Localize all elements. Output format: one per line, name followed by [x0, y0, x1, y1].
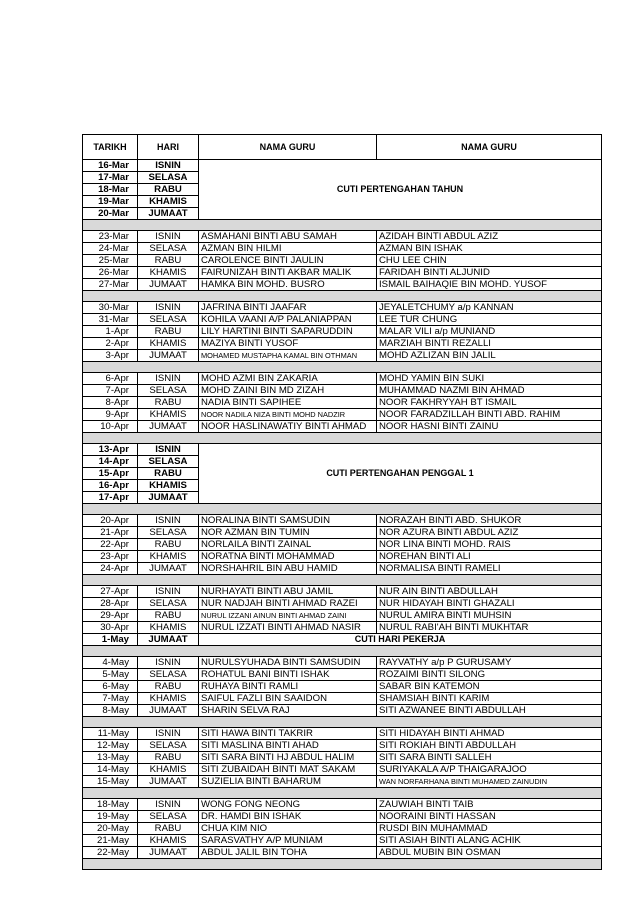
- date-cell: 16-Mar: [83, 160, 138, 172]
- separator-cell: [83, 291, 602, 302]
- teacher-name-2: AZIDAH BINTI ABDUL AZIZ: [377, 231, 602, 243]
- table-row: [83, 421, 602, 433]
- table-row: [83, 610, 602, 622]
- separator-cell: [83, 859, 602, 870]
- week-separator: [83, 646, 602, 657]
- teacher-name-2: MARZIAH BINTI REZALLI: [377, 338, 602, 350]
- teacher-name-1: NOR AZMAN BIN TUMIN: [199, 527, 377, 539]
- date-cell: 6-May: [83, 681, 138, 693]
- teacher-name-2: NURUL AMIRA BINTI MUHSIN: [377, 610, 602, 622]
- week-separator: [83, 504, 602, 515]
- teacher-name-2: MOHD YAMIN BIN SUKI: [377, 373, 602, 385]
- day-cell: RABU: [138, 539, 199, 551]
- teacher-name-2: RAYVATHY a/p P GURUSAMY: [377, 657, 602, 669]
- teacher-name-1: NURUL IZZATI BINTI AHMAD NASIR: [199, 622, 377, 634]
- teacher-name-1: DR. HAMDI BIN ISHAK: [199, 811, 377, 823]
- date-cell: 20-Mar: [83, 208, 138, 220]
- teacher-name-2: NUR AIN BINTI ABDULLAH: [377, 586, 602, 598]
- table-row: [83, 373, 602, 385]
- teacher-name-2: SITI HIDAYAH BINTI AHMAD: [377, 728, 602, 740]
- table-row: [83, 799, 602, 811]
- teacher-name-1: NADIA BINTI SAPIHEE: [199, 397, 377, 409]
- table-row: [83, 160, 602, 172]
- teacher-name-2: SITI ROKIAH BINTI ABDULLAH: [377, 740, 602, 752]
- week-separator: [83, 362, 602, 373]
- teacher-name-2: ZAUWIAH BINTI TAIB: [377, 799, 602, 811]
- date-cell: 23-Mar: [83, 231, 138, 243]
- table-row: [83, 598, 602, 610]
- date-cell: 16-Apr: [83, 480, 138, 492]
- table-row: [83, 811, 602, 823]
- table-row: [83, 740, 602, 752]
- separator-cell: [83, 717, 602, 728]
- day-cell: SELASA: [138, 456, 199, 468]
- week-separator: [83, 717, 602, 728]
- day-cell: RABU: [138, 468, 199, 480]
- teacher-name-1: HAMKA BIN MOHD. BUSRO: [199, 279, 377, 291]
- table-row: [83, 444, 602, 456]
- date-cell: 27-Mar: [83, 279, 138, 291]
- separator-cell: [83, 504, 602, 515]
- table-row: [83, 728, 602, 740]
- date-cell: 2-Apr: [83, 338, 138, 350]
- table-row: [83, 669, 602, 681]
- teacher-name-2: WAN NORFARHANA BINTI MUHAMED ZAINUDIN: [377, 776, 602, 788]
- day-cell: KHAMIS: [138, 409, 199, 421]
- day-cell: KHAMIS: [138, 764, 199, 776]
- table-row: [83, 338, 602, 350]
- separator-cell: [83, 575, 602, 586]
- teacher-name-1: CHUA KIM NIO: [199, 823, 377, 835]
- day-cell: ISNIN: [138, 373, 199, 385]
- teacher-name-1: AZMAN BIN HILMI: [199, 243, 377, 255]
- day-cell: KHAMIS: [138, 480, 199, 492]
- teacher-name-1: SITI HAWA BINTI TAKRIR: [199, 728, 377, 740]
- date-cell: 20-Apr: [83, 515, 138, 527]
- date-cell: 14-Apr: [83, 456, 138, 468]
- table-row: [83, 847, 602, 859]
- teacher-name-2: NOOR FARADZILLAH BINTI ABD. RAHIM: [377, 409, 602, 421]
- teacher-name-1: NOOR HASLINAWATIY BINTI AHMAD: [199, 421, 377, 433]
- date-cell: 21-Apr: [83, 527, 138, 539]
- table-row: [83, 551, 602, 563]
- teacher-name-2: NORAZAH BINTI ABD. SHUKOR: [377, 515, 602, 527]
- day-cell: KHAMIS: [138, 835, 199, 847]
- teacher-name-1: CAROLENCE BINTI JAULIN: [199, 255, 377, 267]
- table-row: [83, 231, 602, 243]
- table-row: [83, 823, 602, 835]
- day-cell: JUMAAT: [138, 208, 199, 220]
- table-row: [83, 515, 602, 527]
- date-cell: 24-Apr: [83, 563, 138, 575]
- table-row: [83, 657, 602, 669]
- day-cell: RABU: [138, 681, 199, 693]
- teacher-name-1: ASMAHANI BINTI ABU SAMAH: [199, 231, 377, 243]
- day-cell: KHAMIS: [138, 267, 199, 279]
- day-cell: RABU: [138, 823, 199, 835]
- date-cell: 11-May: [83, 728, 138, 740]
- header-tarikh: TARIKH: [83, 135, 138, 160]
- date-cell: 1-Apr: [83, 326, 138, 338]
- date-cell: 8-May: [83, 705, 138, 717]
- week-separator: [83, 788, 602, 799]
- date-cell: 20-May: [83, 823, 138, 835]
- table-row: [83, 705, 602, 717]
- table-row: [83, 681, 602, 693]
- day-cell: KHAMIS: [138, 551, 199, 563]
- day-cell: RABU: [138, 397, 199, 409]
- teacher-name-1: SAIFUL FAZLI BIN SAAIDON: [199, 693, 377, 705]
- date-cell: 15-May: [83, 776, 138, 788]
- date-cell: 9-Apr: [83, 409, 138, 421]
- day-cell: SELASA: [138, 172, 199, 184]
- day-cell: SELASA: [138, 598, 199, 610]
- teacher-name-2: JEYALETCHUMY a/p KANNAN: [377, 302, 602, 314]
- date-cell: 27-Apr: [83, 586, 138, 598]
- table-row: [83, 527, 602, 539]
- table-row: [83, 409, 602, 421]
- teacher-name-1: SARASVATHY A/P MUNIAM: [199, 835, 377, 847]
- teacher-name-2: SITI AZWANEE BINTI ABDULLAH: [377, 705, 602, 717]
- date-cell: 19-May: [83, 811, 138, 823]
- teacher-name-1: MAZIYA BINTI YUSOF: [199, 338, 377, 350]
- date-cell: 14-May: [83, 764, 138, 776]
- table-row: [83, 634, 602, 646]
- day-cell: JUMAAT: [138, 563, 199, 575]
- date-cell: 15-Apr: [83, 468, 138, 480]
- day-cell: SELASA: [138, 527, 199, 539]
- date-cell: 7-Apr: [83, 385, 138, 397]
- teacher-name-1: MOHAMED MUSTAPHA KAMAL BIN OTHMAN: [199, 350, 377, 362]
- teacher-name-1: ABDUL JALIL BIN TOHA: [199, 847, 377, 859]
- date-cell: 17-Mar: [83, 172, 138, 184]
- teacher-name-2: NOREHAN BINTI ALI: [377, 551, 602, 563]
- date-cell: 22-May: [83, 847, 138, 859]
- day-cell: KHAMIS: [138, 338, 199, 350]
- day-cell: JUMAAT: [138, 634, 199, 646]
- teacher-name-1: WONG FONG NEONG: [199, 799, 377, 811]
- table-row: [83, 302, 602, 314]
- day-cell: ISNIN: [138, 586, 199, 598]
- teacher-name-2: NURUL RABI'AH BINTI MUKHTAR: [377, 622, 602, 634]
- separator-cell: [83, 788, 602, 799]
- teacher-name-1: NORLAILA BINTI ZAINAL: [199, 539, 377, 551]
- table-row: [83, 267, 602, 279]
- teacher-name-2: CHU LEE CHIN: [377, 255, 602, 267]
- day-cell: RABU: [138, 255, 199, 267]
- day-cell: SELASA: [138, 314, 199, 326]
- teacher-name-1: SITI SARA BINTI HJ ABDUL HALIM: [199, 752, 377, 764]
- week-separator: [83, 291, 602, 302]
- day-cell: RABU: [138, 326, 199, 338]
- teacher-name-1: NURULSYUHADA BINTI SAMSUDIN: [199, 657, 377, 669]
- week-separator: [83, 575, 602, 586]
- day-cell: RABU: [138, 752, 199, 764]
- date-cell: 25-Mar: [83, 255, 138, 267]
- teacher-name-2: LEE TUR CHUNG: [377, 314, 602, 326]
- teacher-name-2: SITI ASIAH BINTI ALANG ACHIK: [377, 835, 602, 847]
- roster-body: [83, 135, 602, 870]
- teacher-name-2: ROZAIMI BINTI SILONG: [377, 669, 602, 681]
- day-cell: KHAMIS: [138, 622, 199, 634]
- date-cell: 30-Apr: [83, 622, 138, 634]
- date-cell: 1-May: [83, 634, 138, 646]
- teacher-name-2: NOR LINA BINTI MOHD. RAIS: [377, 539, 602, 551]
- holiday-label: CUTI PERTENGAHAN PENGGAL 1: [199, 444, 602, 504]
- header-hari: HARI: [138, 135, 199, 160]
- date-cell: 21-May: [83, 835, 138, 847]
- teacher-name-1: MOHD ZAINI BIN MD ZIZAH: [199, 385, 377, 397]
- day-cell: ISNIN: [138, 302, 199, 314]
- teacher-name-2: FARIDAH BINTI ALJUNID: [377, 267, 602, 279]
- day-cell: ISNIN: [138, 515, 199, 527]
- separator-cell: [83, 220, 602, 231]
- date-cell: 10-Apr: [83, 421, 138, 433]
- separator-cell: [83, 646, 602, 657]
- date-cell: 23-Apr: [83, 551, 138, 563]
- day-cell: JUMAAT: [138, 421, 199, 433]
- teacher-name-1: NORALINA BINTI SAMSUDIN: [199, 515, 377, 527]
- day-cell: SELASA: [138, 669, 199, 681]
- table-row: [83, 350, 602, 362]
- teacher-name-2: NOOR HASNI BINTI ZAINU: [377, 421, 602, 433]
- separator-cell: [83, 433, 602, 444]
- day-cell: ISNIN: [138, 444, 199, 456]
- table-row: [83, 776, 602, 788]
- holiday-label: CUTI HARI PEKERJA: [199, 634, 602, 646]
- table-row: [83, 693, 602, 705]
- table-row: [83, 314, 602, 326]
- teacher-name-2: MUHAMMAD NAZMI BIN AHMAD: [377, 385, 602, 397]
- teacher-name-1: SITI MASLINA BINTI AHAD: [199, 740, 377, 752]
- date-cell: 5-May: [83, 669, 138, 681]
- date-cell: 4-May: [83, 657, 138, 669]
- day-cell: SELASA: [138, 811, 199, 823]
- table-row: [83, 835, 602, 847]
- date-cell: 12-May: [83, 740, 138, 752]
- teacher-name-1: RUHAYA BINTI RAMLI: [199, 681, 377, 693]
- teacher-name-1: MOHD AZMI BIN ZAKARIA: [199, 373, 377, 385]
- teacher-name-1: NOOR NADILA NIZA BINTI MOHD NADZIR: [199, 409, 377, 421]
- table-row: [83, 326, 602, 338]
- teacher-name-2: SITI SARA BINTI SALLEH: [377, 752, 602, 764]
- day-cell: RABU: [138, 184, 199, 196]
- separator-cell: [83, 362, 602, 373]
- duty-roster-table: [82, 134, 602, 870]
- date-cell: 19-Mar: [83, 196, 138, 208]
- day-cell: ISNIN: [138, 728, 199, 740]
- header-row: [83, 135, 602, 160]
- table-row: [83, 279, 602, 291]
- teacher-name-2: MOHD AZLIZAN BIN JALIL: [377, 350, 602, 362]
- header-nama-guru-2: NAMA GURU: [377, 135, 602, 160]
- table-row: [83, 622, 602, 634]
- teacher-name-2: NORMALISA BINTI RAMELI: [377, 563, 602, 575]
- teacher-name-2: NUR HIDAYAH BINTI GHAZALI: [377, 598, 602, 610]
- teacher-name-1: ROHATUL BANI BINTI ISHAK: [199, 669, 377, 681]
- day-cell: ISNIN: [138, 231, 199, 243]
- teacher-name-2: AZMAN BIN ISHAK: [377, 243, 602, 255]
- week-separator: [83, 220, 602, 231]
- day-cell: SELASA: [138, 385, 199, 397]
- teacher-name-2: ISMAIL BAIHAQIE BIN MOHD. YUSOF: [377, 279, 602, 291]
- table-row: [83, 385, 602, 397]
- teacher-name-1: NORATNA BINTI MOHAMMAD: [199, 551, 377, 563]
- teacher-name-1: NURUL IZZANI AINUN BINTI AHMAD ZAINI: [199, 610, 377, 622]
- date-cell: 17-Apr: [83, 492, 138, 504]
- date-cell: 13-May: [83, 752, 138, 764]
- date-cell: 13-Apr: [83, 444, 138, 456]
- teacher-name-2: ABDUL MUBIN BIN OSMAN: [377, 847, 602, 859]
- teacher-name-1: SUZIELIA BINTI BAHARUM: [199, 776, 377, 788]
- date-cell: 18-Mar: [83, 184, 138, 196]
- week-separator: [83, 859, 602, 870]
- date-cell: 3-Apr: [83, 350, 138, 362]
- day-cell: ISNIN: [138, 799, 199, 811]
- table-row: [83, 243, 602, 255]
- teacher-name-1: NUR NADJAH BINTI AHMAD RAZEI: [199, 598, 377, 610]
- table-row: [83, 397, 602, 409]
- teacher-name-1: NURHAYATI BINTI ABU JAMIL: [199, 586, 377, 598]
- day-cell: JUMAAT: [138, 705, 199, 717]
- date-cell: 24-Mar: [83, 243, 138, 255]
- date-cell: 30-Mar: [83, 302, 138, 314]
- day-cell: JUMAAT: [138, 279, 199, 291]
- teacher-name-1: LILY HARTINI BINTI SAPARUDDIN: [199, 326, 377, 338]
- date-cell: 18-May: [83, 799, 138, 811]
- day-cell: SELASA: [138, 740, 199, 752]
- teacher-name-2: NOR AZURA BINTI ABDUL AZIZ: [377, 527, 602, 539]
- teacher-name-2: RUSDI BIN MUHAMMAD: [377, 823, 602, 835]
- table-row: [83, 255, 602, 267]
- day-cell: JUMAAT: [138, 492, 199, 504]
- table-row: [83, 563, 602, 575]
- day-cell: RABU: [138, 610, 199, 622]
- teacher-name-1: KOHILA VAANI A/P PALANIAPPAN: [199, 314, 377, 326]
- date-cell: 7-May: [83, 693, 138, 705]
- day-cell: SELASA: [138, 243, 199, 255]
- date-cell: 6-Apr: [83, 373, 138, 385]
- teacher-name-2: MALAR VILI a/p MUNIAND: [377, 326, 602, 338]
- teacher-name-2: SHAMSIAH BINTI KARIM: [377, 693, 602, 705]
- date-cell: 28-Apr: [83, 598, 138, 610]
- teacher-name-1: JAFRINA BINTI JAAFAR: [199, 302, 377, 314]
- day-cell: JUMAAT: [138, 350, 199, 362]
- date-cell: 26-Mar: [83, 267, 138, 279]
- day-cell: JUMAAT: [138, 847, 199, 859]
- day-cell: ISNIN: [138, 657, 199, 669]
- teacher-name-1: FAIRUNIZAH BINTI AKBAR MALIK: [199, 267, 377, 279]
- day-cell: ISNIN: [138, 160, 199, 172]
- week-separator: [83, 433, 602, 444]
- teacher-name-2: NOOR FAKHRYYAH BT ISMAIL: [377, 397, 602, 409]
- teacher-name-2: SURIYAKALA A/P THAIGARAJOO: [377, 764, 602, 776]
- day-cell: JUMAAT: [138, 776, 199, 788]
- day-cell: KHAMIS: [138, 693, 199, 705]
- teacher-name-2: SABAR BIN KATEMON: [377, 681, 602, 693]
- date-cell: 29-Apr: [83, 610, 138, 622]
- date-cell: 8-Apr: [83, 397, 138, 409]
- teacher-name-2: NOORAINI BINTI HASSAN: [377, 811, 602, 823]
- day-cell: KHAMIS: [138, 196, 199, 208]
- table-row: [83, 752, 602, 764]
- teacher-name-1: SHARIN SELVA RAJ: [199, 705, 377, 717]
- table-row: [83, 586, 602, 598]
- teacher-name-1: NORSHAHRIL BIN ABU HAMID: [199, 563, 377, 575]
- table-row: [83, 764, 602, 776]
- table-row: [83, 539, 602, 551]
- date-cell: 22-Apr: [83, 539, 138, 551]
- teacher-name-1: SITI ZUBAIDAH BINTI MAT SAKAM: [199, 764, 377, 776]
- holiday-label: CUTI PERTENGAHAN TAHUN: [199, 160, 602, 220]
- header-nama-guru-1: NAMA GURU: [199, 135, 377, 160]
- date-cell: 31-Mar: [83, 314, 138, 326]
